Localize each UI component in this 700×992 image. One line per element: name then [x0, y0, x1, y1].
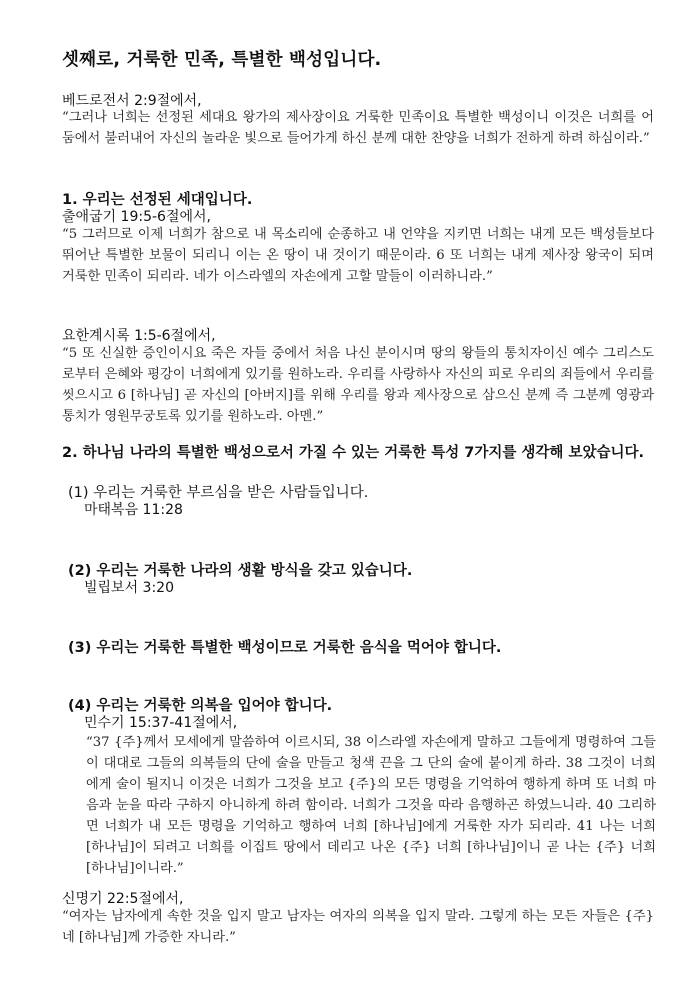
deuteronomy-quote: “여자는 남자에게 속한 것을 입지 말고 남자는 여자의 의복을 입지 말라. 그렇게 하는 모든 자들은 {주} 네 [하나님]께 가증한 자니라.”	[62, 909, 654, 945]
numbers-quote: “37 {주}께서 모세에게 말씀하여 이르시되, 38 이스라엘 자손에게 말하고 그들에게 명령하여 그들이 대대로 그들의 의복들의 단에 술을 만들고 청색 끈을 그 단의 술에 붙이게 하라. 38 그것이 너희에게 술이 될지니 이것은 너희가 그것을 보고 {주}의 모든 명령을 기억하여 행하게 하며 또 너희 마음과 눈을 따라 구하지 아니하게 하려 함이라. 너희가 그것을 따라 음행하곤 하였느니라. 40 그리하면 너희가 내 모든 명령을 기억하고 행하여 너희 [하나님]에게 거룩한 자가 되리라. 41 나는 너희 [하나님]이 되려고 너희를 이집트 땅에서 데리고 나온 {주} 너희 [하나님]이니 곧 나는 {주} 너희 [하나님]이니라.”	[86, 735, 656, 876]
deuteronomy-reference: 신명기 22:5절에서,	[62, 891, 184, 907]
item-2-reference: 빌립보서 3:20	[84, 580, 174, 596]
item-1-label: (1) 우리는 거룩한 부르심을 받은 사람들입니다.	[68, 485, 369, 501]
peter-quote: “그러나 너희는 선정된 세대요 왕가의 제사장이요 거룩한 민족이요 특별한 백성이니 이것은 너희를 어둠에서 불러내어 자신의 놀라운 빛으로 들어가게 하신 분께 대한 찬양을 너희가 전하게 하려 하심이라.”	[62, 110, 654, 146]
point-2-heading: 2. 하나님 나라의 특별한 백성으로서 가질 수 있는 거룩한 특성 7가지를 생각해 보았습니다.	[62, 445, 645, 461]
item-2-label: (2) 우리는 거룩한 나라의 생활 방식을 갖고 있습니다.	[68, 563, 413, 579]
exodus-reference: 출애굽기 19:5-6절에서,	[62, 209, 211, 225]
exodus-quote: “5 그러므로 이제 너희가 참으로 내 목소리에 순종하고 내 언약을 지키면 너희는 내게 모든 백성들보다 뛰어난 특별한 보물이 되리니 이는 온 땅이 내 것이기 때문이라. 6 또 너희는 내게 제사장 왕국이 되며 거룩한 민족이 되리라. 네가 이스라엘의 자손에게 고할 말들이 이러하니라.”	[62, 227, 654, 284]
page-title: 셋째로, 거룩한 민족, 특별한 백성입니다.	[62, 50, 382, 70]
point-1-heading: 1. 우리는 선정된 세대입니다.	[62, 192, 253, 208]
peter-reference: 베드로전서 2:9절에서,	[62, 93, 202, 109]
item-4-reference: 민수기 15:37-41절에서,	[84, 715, 238, 731]
item-3-label: (3) 우리는 거룩한 특별한 백성이므로 거룩한 음식을 먹어야 합니다.	[68, 640, 502, 656]
item-4-label: (4) 우리는 거룩한 의복을 입어야 합니다.	[68, 698, 333, 714]
revelation-reference: 요한계시록 1:5-6절에서,	[62, 328, 216, 344]
revelation-quote: “5 또 신실한 증인이시요 죽은 자들 중에서 처음 나신 분이시며 땅의 왕들의 통치자이신 예수 그리스도로부터 은혜와 평강이 너희에게 있기를 원하노라. 우리를 사랑하사 자신의 피로 우리의 죄들에서 우리를 씻으시고 6 [하나님] 곧 자신의 [아버지]를 위해 우리를 왕과 제사장으로 삼으신 분께 즉 그분께 영광과 통치가 영원무궁토록 있기를 원하노라. 아멘.”	[62, 346, 654, 424]
item-1-reference: 마태복음 11:28	[84, 502, 183, 518]
